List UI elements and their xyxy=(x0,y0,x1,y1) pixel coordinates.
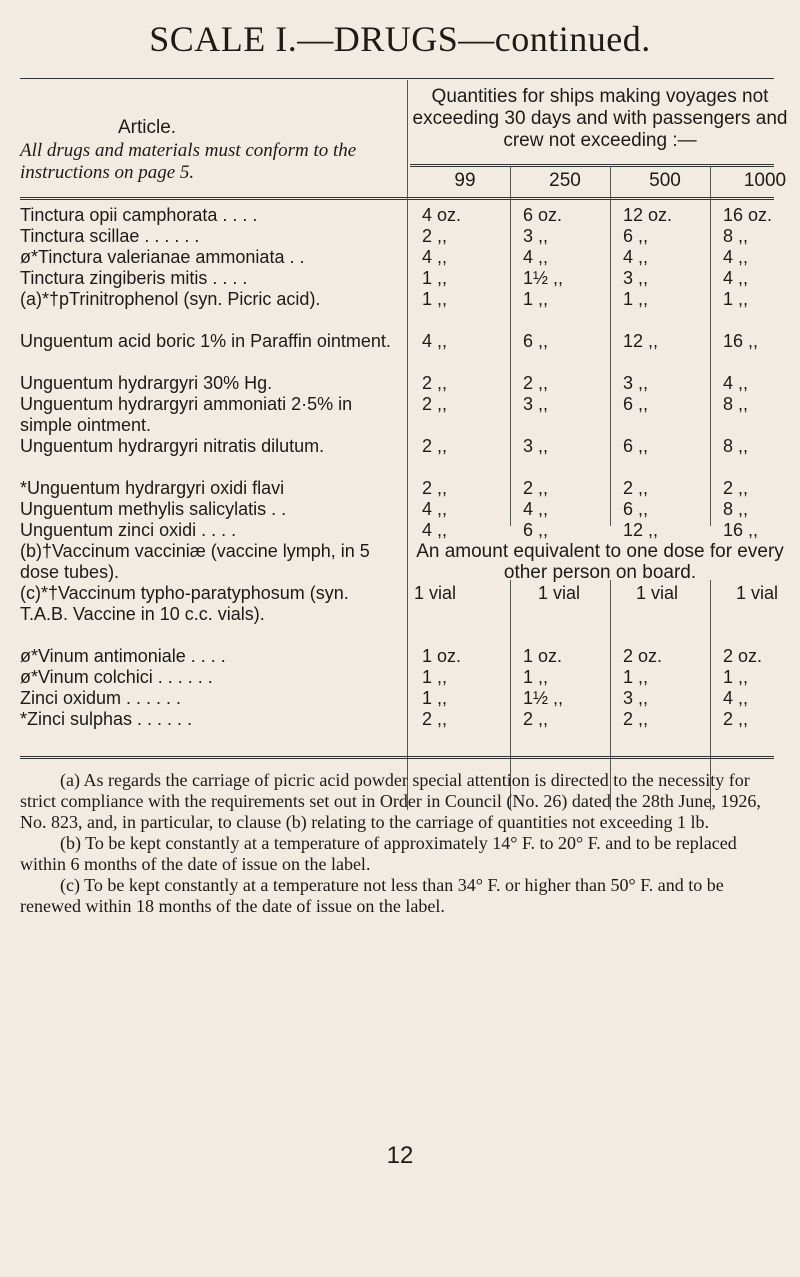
column-divider xyxy=(610,166,611,526)
qty-99: 2 ,, xyxy=(422,709,448,729)
article-note: All drugs and materials must conform to the instructions on page 5. xyxy=(20,140,357,183)
qty-500: 1 vial xyxy=(636,583,679,603)
qty-1000: 2 ,, xyxy=(723,478,749,498)
qty-99: 4 ,, xyxy=(422,247,448,267)
article-name: ø*Tinctura valerianae ammoniata . . xyxy=(20,247,305,267)
qty-1000: 4 ,, xyxy=(723,247,749,267)
article-name: Unguentum methylis salicylatis . . xyxy=(20,499,287,519)
qty-500: 6 ,, xyxy=(623,394,649,414)
qty-500: 3 ,, xyxy=(623,268,649,288)
qty-250: 6 oz. xyxy=(523,205,563,225)
article-name: (c)*†Vaccinum typho-paratyphosum (syn. T.A.B. Vaccine in 10 c.c. vials). xyxy=(20,583,349,624)
qty-1000: 16 ,, xyxy=(723,331,759,351)
qty-250: 3 ,, xyxy=(523,436,549,456)
qty-250: 2 ,, xyxy=(523,478,549,498)
table-top-rule xyxy=(20,197,774,200)
qty-99: 2 ,, xyxy=(422,436,448,456)
qty-250: 4 ,, xyxy=(523,499,549,519)
qty-500: 6 ,, xyxy=(623,499,649,519)
qty-1000: 8 ,, xyxy=(723,226,749,246)
qty-1000: 1 ,, xyxy=(723,289,749,309)
qty-99: 4 ,, xyxy=(422,520,448,540)
article-name: Unguentum hydrargyri ammoniati 2·5% in simple ointment. xyxy=(20,394,353,435)
qty-1000: 1 ,, xyxy=(723,667,749,687)
article-name: Tinctura zingiberis mitis . . . . xyxy=(20,268,248,288)
vaccinia-amount: An amount equivalent to one dose for every other person on board. xyxy=(416,541,784,583)
qty-250: 6 ,, xyxy=(523,520,549,540)
article-name: (a)*†pTrinitrophenol (syn. Picric acid). xyxy=(20,289,321,309)
article-name: Unguentum hydrargyri 30% Hg. xyxy=(20,373,273,393)
qty-250: 3 ,, xyxy=(523,394,549,414)
top-rule xyxy=(20,78,774,79)
column-header-99: 99 xyxy=(454,170,476,191)
qty-500: 6 ,, xyxy=(623,226,649,246)
quantities-header: Quantities for ships making voyages not exceeding 30 days and with passengers and crew not exceeding :— xyxy=(412,86,788,151)
qty-1000: 4 ,, xyxy=(723,268,749,288)
qty-250: 1 ,, xyxy=(523,667,549,687)
qty-250: 2 ,, xyxy=(523,709,549,729)
qty-99: 1 oz. xyxy=(422,646,462,666)
article-name: Tinctura opii camphorata . . . . xyxy=(20,205,258,225)
article-name: Zinci oxidum . . . . . . xyxy=(20,688,182,708)
qty-99: 4 ,, xyxy=(422,331,448,351)
article-column-header: Article. xyxy=(118,117,177,138)
footnote-b: (b) To be kept constantly at a temperature of approximately 14° F. to 20° F. and to be replaced within 6 months of the date of issue on the label. xyxy=(20,833,737,874)
qty-1000: 16 oz. xyxy=(723,205,773,225)
article-name: ø*Vinum colchici . . . . . . xyxy=(20,667,213,687)
column-header-500: 500 xyxy=(649,170,681,191)
qty-1000: 2 oz. xyxy=(723,646,763,666)
qty-99: 4 ,, xyxy=(422,499,448,519)
qty-250: 4 ,, xyxy=(523,247,549,267)
qty-99: 1 vial xyxy=(414,583,457,603)
qty-99: 2 ,, xyxy=(422,478,448,498)
qty-1000: 16 ,, xyxy=(723,520,759,540)
article-name: Unguentum hydrargyri nitratis dilutum. xyxy=(20,436,325,456)
qty-1000: 2 ,, xyxy=(723,709,749,729)
qty-99: 1 ,, xyxy=(422,289,448,309)
qty-250: 2 ,, xyxy=(523,373,549,393)
footnote-a: (a) As regards the carriage of picric acid powder special attention is directed to the necessity for strict compliance with the requirements set out in Order in Council (No. 26) dated the 28th June, 1926, No. 823, and, in particular, to clause (b) relating to the carriage of quantities not exceeding 1 lb. xyxy=(20,770,761,832)
article-name: Tinctura scillae . . . . . . xyxy=(20,226,200,246)
qty-99: 2 ,, xyxy=(422,226,448,246)
page-heading: SCALE I.—DRUGS—continued. xyxy=(149,19,651,59)
qty-500: 3 ,, xyxy=(623,373,649,393)
qty-500: 12 ,, xyxy=(623,331,659,351)
article-name: Unguentum acid boric 1% in Paraffin ointment. xyxy=(20,331,391,351)
qty-500: 6 ,, xyxy=(623,436,649,456)
column-divider xyxy=(710,166,711,526)
qty-99: 2 ,, xyxy=(422,394,448,414)
qty-250: 3 ,, xyxy=(523,226,549,246)
qty-250: 1 oz. xyxy=(523,646,563,666)
qty-250: 1 ,, xyxy=(523,289,549,309)
footnote-c: (c) To be kept constantly at a temperature not less than 34° F. or higher than 50° F. and to be renewed within 18 months of the date of issue on the label. xyxy=(20,875,724,916)
qty-500: 3 ,, xyxy=(623,688,649,708)
qty-250: 6 ,, xyxy=(523,331,549,351)
qty-99: 2 ,, xyxy=(422,373,448,393)
footnotes xyxy=(20,770,780,917)
qty-500: 1 ,, xyxy=(623,289,649,309)
qty-500: 4 ,, xyxy=(623,247,649,267)
qty-1000: 8 ,, xyxy=(723,499,749,519)
qty-99: 1 ,, xyxy=(422,688,448,708)
qty-500: 12 ,, xyxy=(623,520,659,540)
qty-1000: 8 ,, xyxy=(723,436,749,456)
qty-500: 2 ,, xyxy=(623,478,649,498)
qty-500: 2 ,, xyxy=(623,709,649,729)
header-rule xyxy=(410,164,774,167)
column-header-250: 250 xyxy=(549,170,581,191)
qty-99: 1 ,, xyxy=(422,268,448,288)
column-header-1000: 1000 xyxy=(743,170,787,191)
column-divider xyxy=(510,166,511,526)
qty-250: 1½ ,, xyxy=(523,268,564,288)
qty-500: 1 ,, xyxy=(623,667,649,687)
article-name: ø*Vinum antimoniale . . . . xyxy=(20,646,226,666)
qty-1000: 1 vial xyxy=(736,583,779,603)
qty-1000: 8 ,, xyxy=(723,394,749,414)
qty-500: 12 oz. xyxy=(623,205,673,225)
qty-250: 1½ ,, xyxy=(523,688,564,708)
page-number: 12 xyxy=(386,1142,414,1169)
column-divider xyxy=(407,80,408,810)
article-name: *Unguentum hydrargyri oxidi flavi xyxy=(20,478,285,498)
article-name: *Zinci sulphas . . . . . . xyxy=(20,709,193,729)
article-name: Unguentum zinci oxidi . . . . xyxy=(20,520,237,540)
qty-1000: 4 ,, xyxy=(723,373,749,393)
qty-500: 2 oz. xyxy=(623,646,663,666)
qty-99: 4 oz. xyxy=(422,205,462,225)
qty-1000: 4 ,, xyxy=(723,688,749,708)
qty-250: 1 vial xyxy=(538,583,581,603)
article-name: (b)†Vaccinum vacciniæ (vaccine lymph, in 5 dose tubes). xyxy=(20,541,370,582)
table-bottom-rule xyxy=(20,756,774,759)
qty-99: 1 ,, xyxy=(422,667,448,687)
